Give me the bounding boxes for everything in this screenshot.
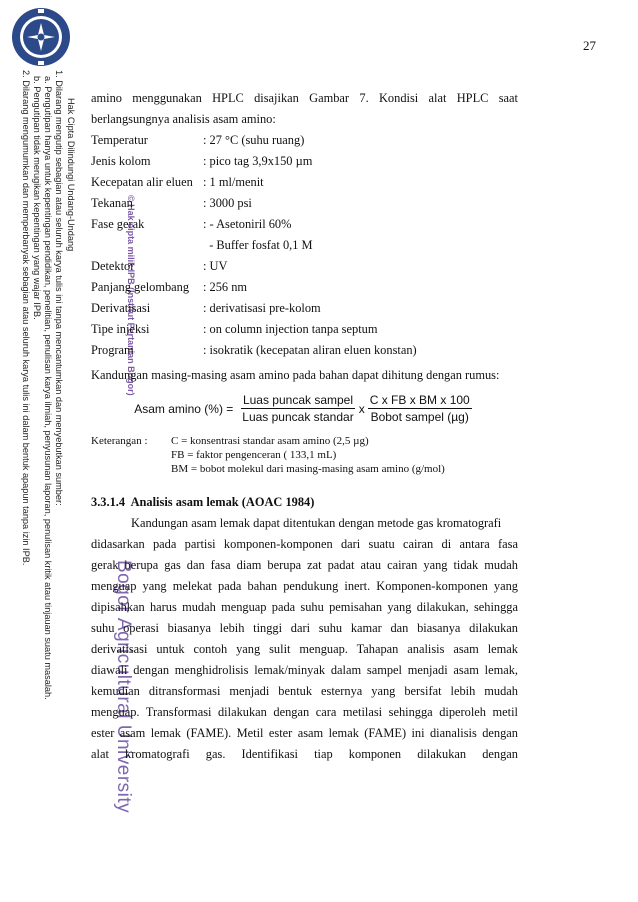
- condition-value: - Buffer fosfat 0,1 M: [203, 238, 313, 252]
- fraction-denominator: Bobot sampel (µg): [370, 410, 469, 424]
- times-symbol: x: [358, 401, 365, 416]
- condition-label: Tekanan: [91, 196, 133, 210]
- copyright-watermark: © Hak cipta milik IPB (Institut Pertanian Bogor): [126, 195, 136, 396]
- condition-label: Program: [91, 343, 134, 357]
- condition-label: Fase gerak: [91, 217, 145, 231]
- paragraph-line: suhu operasi biasanya lebih tinggi dari suhu kamar dan biasanya dilakukan: [91, 621, 518, 635]
- ipb-logo: [10, 6, 72, 68]
- paragraph-line: dipisahkan harus mudah menguap pada suhu pemisahan yang dilakukan, sehingga: [91, 600, 518, 614]
- amino-acid-formula: [91, 392, 518, 426]
- condition-label: Kecepatan alir eluen: [91, 175, 193, 189]
- fraction-numerator: C x FB x BM x 100: [369, 393, 470, 407]
- paragraph-line: Kandungan asam lemak dapat ditentukan dengan metode gas kromatografi: [131, 516, 502, 530]
- condition-value: : 256 nm: [203, 280, 248, 294]
- condition-value: : pico tag 3,9x150 µm: [203, 154, 313, 168]
- paragraph-line: derivatisasi untuk contoh yang sulit menguap. Tahapan analisis asam lemak: [91, 642, 518, 656]
- paragraph-line: gerak berupa gas dan fasa diam berupa zat padat atau cairan yang tidak mudah: [91, 558, 518, 572]
- condition-value: : UV: [203, 259, 228, 273]
- condition-row: [91, 130, 518, 151]
- paragraph-line: diawali dengan menghidrolisis lemak/minyak dalam sampel menjadi asam lemak,: [91, 663, 518, 677]
- condition-label: Panjang gelombang: [91, 280, 190, 294]
- fraction-denominator: Luas puncak standar: [242, 410, 354, 424]
- notice-line-3: b. Pengutipan tidak merugikan kepentingan yang wajar IPB.: [32, 76, 42, 320]
- notice-line-1: 1. Dilarang mengutip sebagian atau seluruh karya tulis ini tanpa mencantumkan dan menyebutkan sumber:: [54, 70, 64, 506]
- condition-value: : on column injection tanpa septum: [203, 322, 378, 336]
- condition-row: [91, 214, 518, 235]
- condition-row: [91, 319, 518, 340]
- condition-row: [91, 235, 518, 256]
- notice-line-2: a. Pengutipan hanya untuk kepentingan pendidikan, penelitian, penulisan karya ilmiah, penyusunan laporan, penulisan kritik atau tinjauan suatu masalah.: [43, 76, 53, 700]
- formula-lhs: Asam amino (%) =: [134, 401, 234, 416]
- paragraph-line: menguap. Transformasi dilakukan dengan cara metilasi sehingga diperoleh metil: [91, 705, 518, 719]
- condition-label: Derivatisasi: [91, 301, 151, 315]
- paragraph-line: kemudian ditransformasi menjadi bentuk esternya yang bersifat lebih mudah: [91, 684, 518, 698]
- page-number: 27: [583, 38, 596, 53]
- peak-ratio-fraction: [240, 392, 355, 426]
- legend-item: C = konsentrasi standar asam amino (2,5 µg): [171, 435, 369, 447]
- condition-value: : isokratik (kecepatan aliran eluen konstan): [203, 343, 417, 357]
- condition-row: [91, 256, 518, 277]
- condition-row: [91, 340, 518, 361]
- university-watermark: Bogor Agricultural University: [113, 560, 134, 814]
- condition-label: Tipe injeksi: [91, 322, 150, 336]
- condition-row: [91, 277, 518, 298]
- intro-line-2: berlangsungnya analisis asam amino:: [91, 112, 276, 126]
- paragraph-line: ester asam lemak (FAME). Metil ester asam lemak (FAME) ini dianalisis dengan: [91, 726, 518, 740]
- condition-value: : 1 ml/menit: [203, 175, 264, 189]
- ipb-seal-icon: [10, 6, 72, 68]
- formula-legend: [91, 434, 518, 476]
- section-heading: 3.3.1.4 Analisis asam lemak (AOAC 1984): [91, 495, 315, 509]
- paragraph-line: didasarkan pada partisi komponen-komponen dari suatu cairan di antara fasa: [91, 537, 518, 551]
- paragraph-line: menguap yang melekat pada bahan pendukung inert. Komponen-komponen yang: [91, 579, 518, 593]
- condition-row: [91, 151, 518, 172]
- paragraph-line: alat kromatografi gas. Identifikasi tiap komponen dilakukan dengan: [91, 747, 518, 761]
- legend-label: Keterangan :: [91, 435, 148, 447]
- condition-label: Detektor: [91, 259, 135, 273]
- condition-value: : derivatisasi pre-kolom: [203, 301, 321, 315]
- condition-value: : 27 °C (suhu ruang): [203, 133, 305, 147]
- formula-intro: Kandungan masing-masing asam amino pada bahan dapat dihitung dengan rumus:: [91, 368, 500, 382]
- section-paragraph: [91, 513, 518, 765]
- condition-row: [91, 193, 518, 214]
- condition-row: [91, 172, 518, 193]
- condition-row: [91, 298, 518, 319]
- notice-title: Hak Cipta Dilindungi Undang-Undang: [66, 98, 76, 252]
- condition-label: Jenis kolom: [91, 154, 151, 168]
- hplc-conditions: [91, 130, 518, 361]
- intro-line-1: amino menggunakan HPLC disajikan Gambar 7. Kondisi alat HPLC saat: [91, 91, 518, 105]
- legend-item: FB = faktor pengenceran ( 133,1 mL): [171, 449, 337, 461]
- fraction-numerator: Luas puncak sampel: [242, 393, 354, 407]
- notice-line-4: 2. Dilarang mengumumkan dan memperbanyak sebagian atau seluruh karya tulis ini dalam bentuk apapun tanpa izin IPB.: [21, 70, 31, 566]
- condition-label: Temperatur: [91, 133, 148, 147]
- legend-item: BM = bobot molekul dari masing-masing asam amino (g/mol): [171, 463, 445, 475]
- concentration-fraction: [368, 392, 472, 426]
- document-body: [91, 88, 518, 765]
- condition-label: [91, 235, 203, 256]
- condition-value: : 3000 psi: [203, 196, 252, 210]
- condition-value: : - Asetoniril 60%: [203, 217, 292, 231]
